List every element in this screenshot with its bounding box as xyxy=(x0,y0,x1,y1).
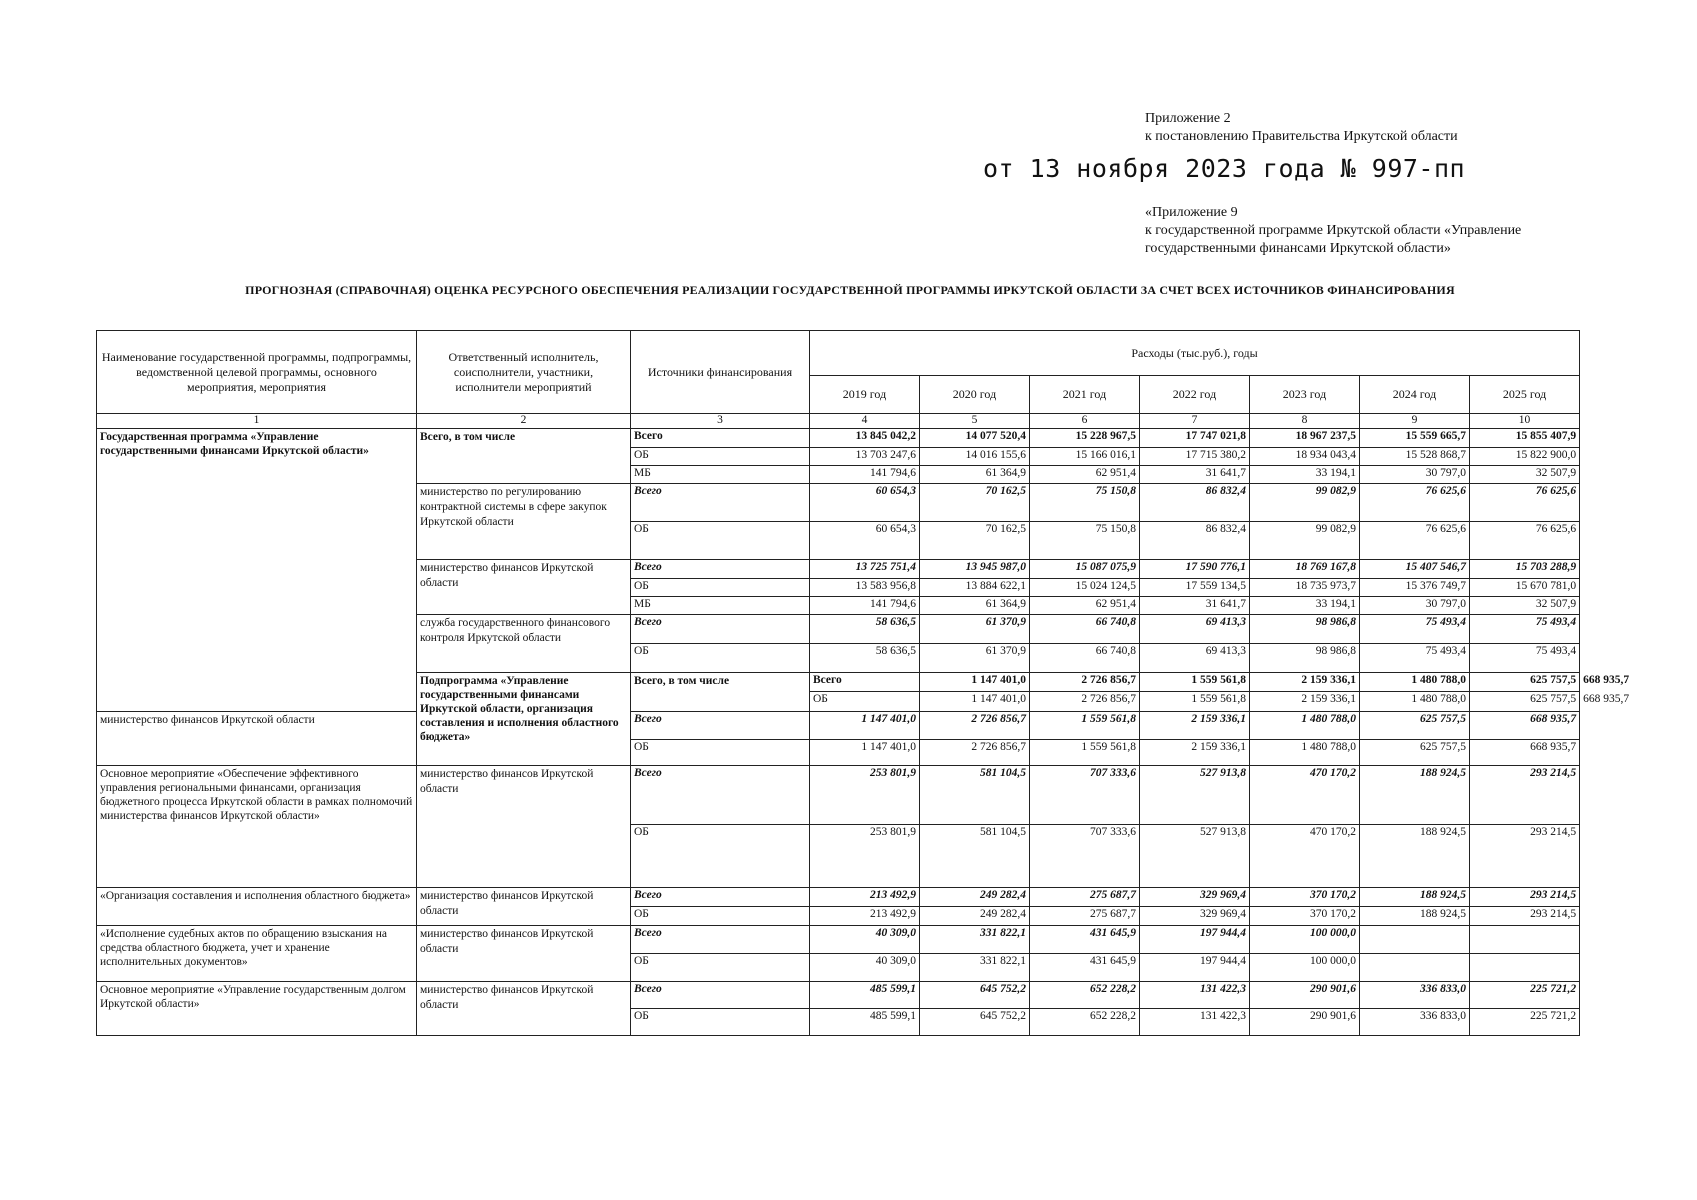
header-source-col: Источники финансирования xyxy=(631,331,810,414)
program-name: Государственная программа «Управление государственными финансами Иркутской области» xyxy=(97,429,417,712)
source-ob: ОБ xyxy=(631,1009,810,1036)
amount-cell: 2 726 856,7 xyxy=(920,712,1030,740)
activity-name: «Организация составления и исполнения областного бюджета» xyxy=(97,888,417,926)
amount-cell: 1 147 401,0 xyxy=(810,740,920,766)
executor-all: Всего, в том числе xyxy=(631,673,810,712)
amount-cell: 14 077 520,4 xyxy=(920,429,1030,448)
executor-minfin: министерство финансов Иркутской области xyxy=(97,712,417,766)
amount-cell: 293 214,5 xyxy=(1470,888,1580,907)
amount-cell: 33 194,1 xyxy=(1250,597,1360,615)
amount-cell: 100 000,0 xyxy=(1250,926,1360,954)
amount-cell: 141 794,6 xyxy=(810,597,920,615)
amount-cell: 58 636,5 xyxy=(810,615,920,644)
amount-cell: 40 309,0 xyxy=(810,954,920,982)
amount-cell: 370 170,2 xyxy=(1250,888,1360,907)
amount-cell: 485 599,1 xyxy=(810,1009,920,1036)
source-total: Всего xyxy=(631,712,810,740)
amount-cell: 1 559 561,8 xyxy=(1140,673,1250,692)
source-ob: ОБ xyxy=(631,740,810,766)
source-total: Всего xyxy=(631,484,810,522)
amount-cell: 33 194,1 xyxy=(1250,466,1360,484)
amount-cell: 99 082,9 xyxy=(1250,522,1360,560)
resource-table xyxy=(96,330,1630,1036)
amount-cell: 275 687,7 xyxy=(1030,907,1140,926)
activity-name: «Исполнение судебных актов по обращению взыскания на средства областного бюджета, учет и хранение исполнительных документов» xyxy=(97,926,417,982)
amount-cell: 249 282,4 xyxy=(920,907,1030,926)
amount-cell: 2 726 856,7 xyxy=(1030,673,1140,692)
executor-minfin: министерство финансов Иркутской области xyxy=(417,982,631,1036)
amount-cell: 652 228,2 xyxy=(1030,1009,1140,1036)
amount-cell: 30 797,0 xyxy=(1360,466,1470,484)
amount-cell: 15 228 967,5 xyxy=(1030,429,1140,448)
executor-control-service: служба государственного финансового контроля Иркутской области xyxy=(417,615,631,673)
amount-cell: 14 016 155,6 xyxy=(920,448,1030,466)
amount-cell: 275 687,7 xyxy=(1030,888,1140,907)
amount-cell: 293 214,5 xyxy=(1470,825,1580,888)
amount-cell: 15 822 900,0 xyxy=(1470,448,1580,466)
amount-cell: 75 493,4 xyxy=(1470,615,1580,644)
source-ob: ОБ xyxy=(631,954,810,982)
amount-cell: 18 735 973,7 xyxy=(1250,579,1360,597)
amount-cell: 99 082,9 xyxy=(1250,484,1360,522)
amount-cell: 188 924,5 xyxy=(1360,766,1470,825)
column-index: 1 xyxy=(97,414,417,429)
amount-cell: 31 641,7 xyxy=(1140,466,1250,484)
amount-cell: 62 951,4 xyxy=(1030,597,1140,615)
amount-cell: 86 832,4 xyxy=(1140,484,1250,522)
amount-cell: 69 413,3 xyxy=(1140,615,1250,644)
column-index-row xyxy=(97,414,1580,429)
amount-cell: 75 150,8 xyxy=(1030,522,1140,560)
header-year: 2025 год xyxy=(1470,376,1580,414)
amount-cell: 18 934 043,4 xyxy=(1250,448,1360,466)
amount-cell: 336 833,0 xyxy=(1360,1009,1470,1036)
amount-cell: 2 726 856,7 xyxy=(1030,692,1140,712)
column-index: 9 xyxy=(1360,414,1470,429)
subprogram-name: Подпрограмма «Управление государственными финансами Иркутской области, организация составления и исполнения областного бюджета» xyxy=(417,673,631,766)
amount-cell: 76 625,6 xyxy=(1470,522,1580,560)
amount-cell: 645 752,2 xyxy=(920,982,1030,1009)
amount-cell: 668 935,7 xyxy=(1470,740,1580,766)
amount-cell: 1 559 561,8 xyxy=(1030,740,1140,766)
source-total: Всего xyxy=(631,766,810,825)
header-expenses: Расходы (тыс.руб.), годы xyxy=(810,331,1580,376)
amount-cell: 431 645,9 xyxy=(1030,954,1140,982)
amount-cell: 1 559 561,8 xyxy=(1030,712,1140,740)
header-year: 2024 год xyxy=(1360,376,1470,414)
table-row xyxy=(97,766,1580,825)
table-row: ОБ 1 147 401,0 2 726 856,7 1 559 561,8 2 159 336,1 1 480 788,0 625 757,5 668 935,7 xyxy=(97,692,1580,712)
amount-cell: 15 855 407,9 xyxy=(1470,429,1580,448)
amount-cell: 61 364,9 xyxy=(920,597,1030,615)
source-mb: МБ xyxy=(631,466,810,484)
amount-cell: 329 969,4 xyxy=(1140,907,1250,926)
amount-cell xyxy=(1360,926,1470,954)
amount-cell: 2 159 336,1 xyxy=(1140,740,1250,766)
amount-cell xyxy=(1360,954,1470,982)
header-name-col: Наименование государственной программы, подпрограммы, ведомственной целевой программы, основного мероприятия, мероприятия xyxy=(97,331,417,414)
amount-cell: 652 228,2 xyxy=(1030,982,1140,1009)
executor-minfin: министерство финансов Иркутской области xyxy=(417,560,631,615)
amount-cell: 131 422,3 xyxy=(1140,1009,1250,1036)
amount-cell: 197 944,4 xyxy=(1140,926,1250,954)
amount-cell: 13 945 987,0 xyxy=(920,560,1030,579)
source-total: Всего xyxy=(631,615,810,644)
column-index: 10 xyxy=(1470,414,1580,429)
decree-stamp: от 13 ноября 2023 года № 997-пп xyxy=(983,154,1466,183)
amount-cell: 188 924,5 xyxy=(1360,888,1470,907)
amount-cell: 66 740,8 xyxy=(1030,644,1140,673)
amount-cell: 331 822,1 xyxy=(920,954,1030,982)
table-row xyxy=(97,982,1580,1009)
amount-cell: 1 480 788,0 xyxy=(1360,692,1470,712)
amount-cell: 76 625,6 xyxy=(1360,522,1470,560)
executor-all: Всего, в том числе xyxy=(417,429,631,484)
executor-procurement: министерство по регулированию контрактной системы в сфере закупок Иркутской области xyxy=(417,484,631,560)
amount-cell: 61 364,9 xyxy=(920,466,1030,484)
amount-cell: 197 944,4 xyxy=(1140,954,1250,982)
amount-cell: 1 147 401,0 xyxy=(920,673,1030,692)
amount-cell: 1 480 788,0 xyxy=(1360,673,1470,692)
source-ob: ОБ xyxy=(631,907,810,926)
header-year: 2020 год xyxy=(920,376,1030,414)
amount-cell: 62 951,4 xyxy=(1030,466,1140,484)
amount-cell: 75 493,4 xyxy=(1470,644,1580,673)
amount-cell: 331 822,1 xyxy=(920,926,1030,954)
amount-cell: 645 752,2 xyxy=(920,1009,1030,1036)
amount-cell: 15 528 868,7 xyxy=(1360,448,1470,466)
amount-cell: 13 725 751,4 xyxy=(810,560,920,579)
column-index: 5 xyxy=(920,414,1030,429)
amount-cell: 17 559 134,5 xyxy=(1140,579,1250,597)
amount-cell: 17 590 776,1 xyxy=(1140,560,1250,579)
amount-cell xyxy=(1470,926,1580,954)
amount-cell: 329 969,4 xyxy=(1140,888,1250,907)
amount-cell: 98 986,8 xyxy=(1250,644,1360,673)
amount-cell: 58 636,5 xyxy=(810,644,920,673)
amount-cell: 2 159 336,1 xyxy=(1250,692,1360,712)
amount-cell: 98 986,8 xyxy=(1250,615,1360,644)
header-year: 2021 год xyxy=(1030,376,1140,414)
column-index: 8 xyxy=(1250,414,1360,429)
amount-cell: 18 769 167,8 xyxy=(1250,560,1360,579)
amount-cell: 485 599,1 xyxy=(810,982,920,1009)
main-activity-name: Основное мероприятие «Управление государственным долгом Иркутской области» xyxy=(97,982,417,1036)
amount-cell: 32 507,9 xyxy=(1470,597,1580,615)
executor-minfin: министерство финансов Иркутской области xyxy=(417,766,631,888)
source-ob: ОБ xyxy=(631,825,810,888)
amount-cell: 15 670 781,0 xyxy=(1470,579,1580,597)
appendix-line2: к постановлению Правительства Иркутской области xyxy=(1145,129,1458,144)
amount-cell: 625 757,5 xyxy=(1360,712,1470,740)
amount-cell: 1 480 788,0 xyxy=(1250,712,1360,740)
amount-cell: 86 832,4 xyxy=(1140,522,1250,560)
amount-cell: 707 333,6 xyxy=(1030,766,1140,825)
amount-cell: 290 901,6 xyxy=(1250,1009,1360,1036)
amount-cell: 31 641,7 xyxy=(1140,597,1250,615)
amount-cell: 75 493,4 xyxy=(1360,644,1470,673)
table-row xyxy=(97,429,1580,448)
header-year: 2019 год xyxy=(810,376,920,414)
amount-cell: 668 935,7 xyxy=(1470,712,1580,740)
column-index: 3 xyxy=(631,414,810,429)
amount-cell: 1 559 561,8 xyxy=(1140,692,1250,712)
header-exec-col: Ответственный исполнитель, соисполнители, участники, исполнители мероприятий xyxy=(417,331,631,414)
amount-cell: 15 166 016,1 xyxy=(1030,448,1140,466)
main-activity-name: Основное мероприятие «Обеспечение эффективного управления региональными финансами, организация бюджетного процесса Иркутской области в рамках полномочий министерства финансов Иркутской области» xyxy=(97,766,417,888)
amount-cell: 18 967 237,5 xyxy=(1250,429,1360,448)
amount-cell: 336 833,0 xyxy=(1360,982,1470,1009)
amount-cell: 76 625,6 xyxy=(1360,484,1470,522)
source-ob: ОБ xyxy=(631,448,810,466)
amount-cell: 581 104,5 xyxy=(920,825,1030,888)
amount-cell: 1 147 401,0 xyxy=(810,712,920,740)
appendix-header xyxy=(1145,110,1458,146)
amount-cell: 60 654,3 xyxy=(810,522,920,560)
source-total: Всего xyxy=(631,888,810,907)
header-year: 2022 год xyxy=(1140,376,1250,414)
amount-cell: 188 924,5 xyxy=(1360,907,1470,926)
amount-cell: 76 625,6 xyxy=(1470,484,1580,522)
document-title: ПРОГНОЗНАЯ (СПРАВОЧНАЯ) ОЦЕНКА РЕСУРСНОГО ОБЕСПЕЧЕНИЯ РЕАЛИЗАЦИИ ГОСУДАРСТВЕННОЙ ПРОГРАММЫ ИРКУТСКОЙ ОБЛАСТИ ЗА СЧЕТ ВСЕХ ИСТОЧНИКОВ ФИНАНСИРОВАНИЯ xyxy=(245,283,1455,297)
amount-cell xyxy=(1470,954,1580,982)
amount-cell: 61 370,9 xyxy=(920,615,1030,644)
amount-cell: 370 170,2 xyxy=(1250,907,1360,926)
column-index: 7 xyxy=(1140,414,1250,429)
amount-cell: 13 583 956,8 xyxy=(810,579,920,597)
amount-cell: 527 913,8 xyxy=(1140,825,1250,888)
amount-cell: 253 801,9 xyxy=(810,825,920,888)
amount-cell: 15 024 124,5 xyxy=(1030,579,1140,597)
amount-cell: 431 645,9 xyxy=(1030,926,1140,954)
amount-cell: 249 282,4 xyxy=(920,888,1030,907)
amount-cell: 470 170,2 xyxy=(1250,766,1360,825)
amount-cell: 625 757,5 xyxy=(1470,692,1580,712)
amount-cell: 225 721,2 xyxy=(1470,982,1580,1009)
column-index: 4 xyxy=(810,414,920,429)
source-total: Всего xyxy=(810,673,920,692)
amount-cell: 13 845 042,2 xyxy=(810,429,920,448)
source-total: Всего xyxy=(631,429,810,448)
column-index: 2 xyxy=(417,414,631,429)
amount-cell: 213 492,9 xyxy=(810,907,920,926)
amount-cell: 32 507,9 xyxy=(1470,466,1580,484)
amount-cell: 66 740,8 xyxy=(1030,615,1140,644)
amount-cell: 15 703 288,9 xyxy=(1470,560,1580,579)
amount-cell: 13 884 622,1 xyxy=(920,579,1030,597)
amount-cell: 69 413,3 xyxy=(1140,644,1250,673)
amount-cell: 70 162,5 xyxy=(920,522,1030,560)
amount-cell: 625 757,5 xyxy=(1470,673,1580,692)
source-total: Всего xyxy=(631,926,810,954)
amount-cell: 30 797,0 xyxy=(1360,597,1470,615)
amount-cell: 293 214,5 xyxy=(1470,907,1580,926)
source-total: Всего xyxy=(631,982,810,1009)
amount-cell: 75 493,4 xyxy=(1360,615,1470,644)
amount-cell: 15 559 665,7 xyxy=(1360,429,1470,448)
amount-cell: 15 376 749,7 xyxy=(1360,579,1470,597)
amount-cell: 1 147 401,0 xyxy=(920,692,1030,712)
column-index: 6 xyxy=(1030,414,1140,429)
source-ob: ОБ xyxy=(810,692,920,712)
amount-cell: 100 000,0 xyxy=(1250,954,1360,982)
amount-cell: 1 480 788,0 xyxy=(1250,740,1360,766)
amount-cell: 225 721,2 xyxy=(1470,1009,1580,1036)
amount-cell: 17 715 380,2 xyxy=(1140,448,1250,466)
amount-cell: 213 492,9 xyxy=(810,888,920,907)
amount-cell: 470 170,2 xyxy=(1250,825,1360,888)
appendix9-line1: «Приложение 9 xyxy=(1145,205,1238,220)
amount-cell: 188 924,5 xyxy=(1360,825,1470,888)
executor-minfin: министерство финансов Иркутской области xyxy=(417,926,631,982)
appendix-line1: Приложение 2 xyxy=(1145,111,1231,126)
source-ob: ОБ xyxy=(631,644,810,673)
source-ob: ОБ xyxy=(631,579,810,597)
amount-cell: 13 703 247,6 xyxy=(810,448,920,466)
amount-cell: 131 422,3 xyxy=(1140,982,1250,1009)
amount-cell: 2 159 336,1 xyxy=(1140,712,1250,740)
amount-cell: 75 150,8 xyxy=(1030,484,1140,522)
table-row xyxy=(97,888,1580,907)
table-row xyxy=(97,926,1580,954)
amount-cell: 527 913,8 xyxy=(1140,766,1250,825)
source-total: Всего xyxy=(631,560,810,579)
amount-cell: 625 757,5 xyxy=(1360,740,1470,766)
executor-minfin: министерство финансов Иркутской области xyxy=(417,888,631,926)
header-year: 2023 год xyxy=(1250,376,1360,414)
table-row: Подпрограмма «Управление государственными финансами Иркутской области, организация составления и исполнения областного бюджета» Всего, в том числе Всего 1 147 401,0 2 726 856,7 1 559 561,8 2 159 336,1 1 480 788,0 625 757,5 668 935,7 xyxy=(97,673,1580,692)
amount-cell: 61 370,9 xyxy=(920,644,1030,673)
source-mb: МБ xyxy=(631,597,810,615)
amount-cell: 70 162,5 xyxy=(920,484,1030,522)
appendix9-header xyxy=(1145,204,1575,258)
amount-cell: 2 159 336,1 xyxy=(1250,673,1360,692)
amount-cell: 15 407 546,7 xyxy=(1360,560,1470,579)
amount-cell: 293 214,5 xyxy=(1470,766,1580,825)
amount-cell: 17 747 021,8 xyxy=(1140,429,1250,448)
amount-cell: 253 801,9 xyxy=(810,766,920,825)
table-row xyxy=(97,712,1580,740)
amount-cell: 581 104,5 xyxy=(920,766,1030,825)
amount-cell: 2 726 856,7 xyxy=(920,740,1030,766)
amount-cell: 40 309,0 xyxy=(810,926,920,954)
amount-cell: 290 901,6 xyxy=(1250,982,1360,1009)
source-ob: ОБ xyxy=(631,522,810,560)
amount-cell: 707 333,6 xyxy=(1030,825,1140,888)
appendix9-line2: к государственной программе Иркутской области «Управление государственными финансами Иркутской области» xyxy=(1145,223,1522,256)
amount-cell: 60 654,3 xyxy=(810,484,920,522)
amount-cell: 141 794,6 xyxy=(810,466,920,484)
amount-cell: 15 087 075,9 xyxy=(1030,560,1140,579)
